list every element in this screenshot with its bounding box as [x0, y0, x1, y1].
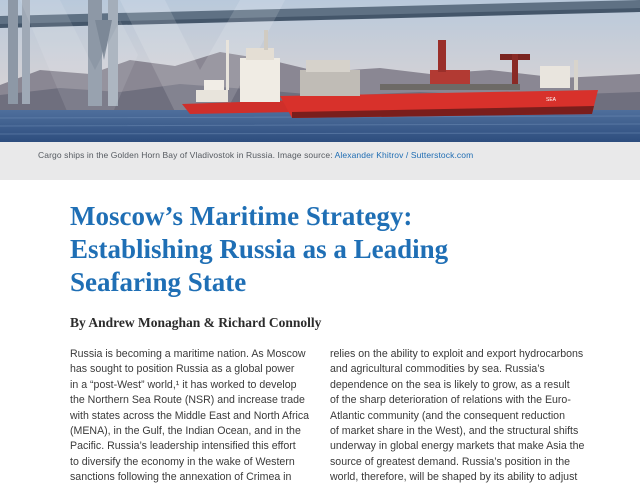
body-line: sanctions following the annexation of Crimea in — [70, 471, 292, 484]
body-line: the Northern Sea Route (NSR) and increase trade — [70, 394, 305, 407]
body-line: in a “post-West” world,¹ it has worked to develop — [70, 378, 297, 391]
caption-text: Cargo ships in the Golden Horn Bay of Vladivostok in Russia. Image source: — [38, 150, 335, 160]
author-byline: By Andrew Monaghan & Richard Connolly — [70, 315, 322, 330]
body-column-left — [70, 347, 320, 486]
body-line: Russia is becoming a maritime nation. As Moscow — [70, 348, 306, 360]
body-line: of the sharp deterioration of relations with the Euro- — [330, 394, 571, 407]
caption-bar — [0, 142, 640, 180]
body-line: and agricultural commodities by sea. Russia’s — [330, 363, 545, 376]
body-line: Atlantic community (and the consequent reduction — [330, 409, 565, 422]
cargo-ship-photo — [0, 0, 640, 142]
body-line: has sought to position Russia as a global power — [70, 363, 295, 376]
body-line: relies on the ability to exploit and export hydrocarbons — [330, 348, 584, 360]
article-title — [70, 200, 590, 299]
body-column-right — [330, 347, 585, 486]
title-line-2: Establishing Russia as a Leading — [70, 234, 449, 264]
body-line: underway in global energy markets that make Asia the — [330, 440, 585, 453]
hero-photo — [0, 0, 640, 142]
body-line: source of greatest demand. Russia’s position in the — [330, 455, 571, 468]
image-credit-link[interactable]: Alexander Khitrov / Sutterstock.com — [334, 150, 474, 160]
body-line: world, therefore, will be shaped by its ability to adjust — [330, 471, 578, 484]
body-line: to diversify the economy in the wake of Western — [70, 455, 295, 468]
body-line: Pacific. Russia’s leadership intensified this effort — [70, 440, 296, 453]
title-line-3: Seafaring State — [70, 267, 247, 297]
body-line: of market share in the West), and the structural shifts — [330, 425, 579, 438]
ship-name: SEA — [546, 97, 557, 103]
body-line: dependence on the sea is likely to grow, as a result — [330, 378, 570, 391]
title-line-1: Moscow’s Maritime Strategy: — [70, 201, 413, 231]
image-caption — [38, 150, 473, 160]
body-line: (MENA), in the Gulf, the Indian Ocean, and in the — [70, 425, 301, 438]
body-line: with states across the Middle East and North Africa — [70, 409, 310, 422]
